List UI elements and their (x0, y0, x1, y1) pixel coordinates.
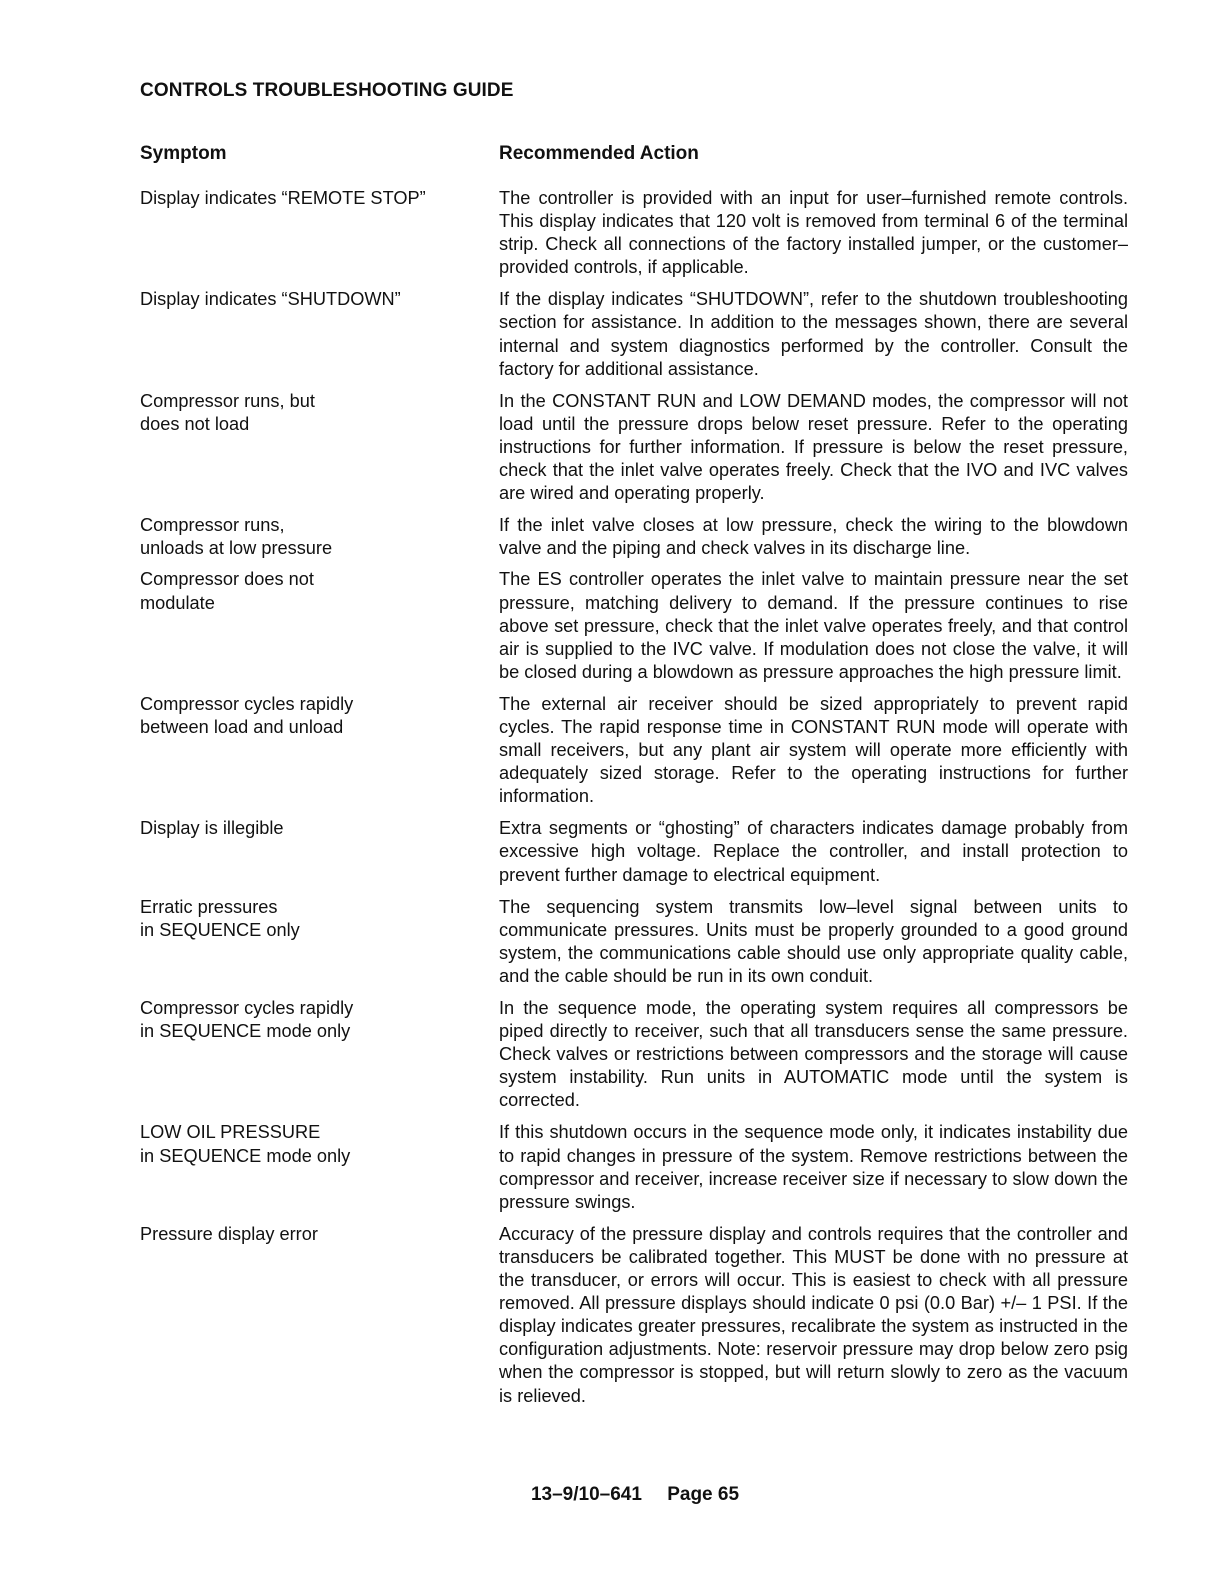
symptom-column-header: Symptom (140, 143, 227, 164)
page-number: Page 65 (667, 1484, 740, 1505)
symptom-cell: Display indicates “SHUTDOWN” (140, 289, 401, 310)
document-number: 13–9/10–641 (530, 1484, 642, 1505)
table-row (140, 693, 1132, 808)
symptom-cell: Compressor runs, unloads at low pressure (140, 515, 333, 559)
action-cell: In the CONSTANT RUN and LOW DEMAND modes, the compressor will not load until the pressure drops below reset pressure. Refer to the operating instructions for further information. If pressure is below the reset pressure, check that the inlet valve operates freely. Check that the IVO and IVC valves are wired and operating properly. (499, 390, 1128, 504)
symptom-cell: Compressor runs, but does not load (140, 390, 315, 434)
symptom-cell: Display indicates “REMOTE STOP” (140, 188, 426, 208)
action-cell: If the display indicates “SHUTDOWN”, refer to the shutdown troubleshooting section for assistance. In addition to the messages shown, there are several internal and system diagnostics performed by the controller. Consult the factory for additional assistance. (499, 289, 1128, 379)
action-cell: If the inlet valve closes at low pressure, check the wiring to the blowdown valve and the piping and check valves in its discharge line. (499, 515, 1128, 559)
action-cell: In the sequence mode, the operating system requires all compressors be piped directly to receiver, such that all transducers sense the same pressure. Check valves or restrictions between compressors and the storage will cause system instability. Run units in AUTOMATIC mode until the system is corrected. (499, 998, 1128, 1111)
troubleshooting-table (140, 187, 1132, 1408)
page-title: CONTROLS TROUBLESHOOTING GUIDE (140, 80, 514, 101)
table-row (140, 817, 1132, 886)
symptom-cell: Display is illegible (140, 818, 284, 839)
page-footer (0, 1484, 1228, 1506)
action-cell: Accuracy of the pressure display and controls requires that the controller and transducers be calibrated together. This MUST be done with no pressure at the transducer, or errors will occur. This is easiest to check with all pressure removed. All pressure displays should indicate 0 psi (0.0 Bar) +/– 1 PSI. If the display indicates greater pressures, recalibrate the system as instructed in the configuration adjustments. Note: reservoir pressure may drop below zero psig when the compressor is stopped, but will return slowly to zero as the vacuum is relieved. (499, 1223, 1128, 1406)
action-cell: The external air receiver should be sized appropriately to prevent rapid cycles. The rapid response time in CONSTANT RUN mode will operate with small receivers, but any plant air system will operate more efficiently with adequately sized storage. Refer to the operating instructions for further information. (499, 693, 1128, 807)
table-row (140, 997, 1132, 1112)
table-row (140, 1121, 1132, 1213)
action-cell: Extra segments or “ghosting” of characters indicates damage probably from excessive high voltage. Replace the controller, and install protection to prevent further damage to electrical equipment. (499, 818, 1128, 885)
table-row (140, 390, 1132, 505)
action-cell: If this shutdown occurs in the sequence mode only, it indicates instability due to rapid changes in pressure of the system. Remove restrictions between the compressor and receiver, increase receiver size if necessary to slow down the pressure swings. (499, 1122, 1128, 1212)
action-cell: The ES controller operates the inlet valve to maintain pressure near the set pressure, matching delivery to demand. If the pressure continues to rise above set pressure, check that the inlet valve operates freely, and that control air is supplied to the IVC valve. If modulation does not close the valve, it will be closed during a blowdown as pressure approaches the high pressure limit. (499, 569, 1128, 682)
symptom-cell: Erratic pressures in SEQUENCE only (140, 896, 300, 940)
symptom-cell: LOW OIL PRESSURE in SEQUENCE mode only (140, 1122, 351, 1166)
table-row (140, 514, 1132, 560)
symptom-cell: Compressor cycles rapidly between load and unload (140, 693, 354, 737)
symptom-cell: Pressure display error (140, 1223, 318, 1244)
table-row (140, 896, 1132, 988)
table-row (140, 288, 1132, 380)
symptom-cell: Compressor does not modulate (140, 569, 314, 613)
table-row (140, 1223, 1132, 1408)
action-cell: The sequencing system transmits low–level signal between units to communicate pressures. Units must be properly grounded to a good ground system, the communications cable should use only appropriate quality cable, and the cable should be run in its own conduit. (499, 896, 1128, 986)
action-column-header: Recommended Action (499, 143, 699, 164)
table-row (140, 568, 1132, 683)
table-row (140, 187, 1132, 279)
action-cell: The controller is provided with an input for user–furnished remote controls. This display indicates that 120 volt is removed from terminal 6 of the terminal strip. Check all connections of the factory installed jumper, or the customer–provided controls, if applicable. (499, 188, 1128, 278)
symptom-cell: Compressor cycles rapidly in SEQUENCE mode only (140, 998, 354, 1042)
